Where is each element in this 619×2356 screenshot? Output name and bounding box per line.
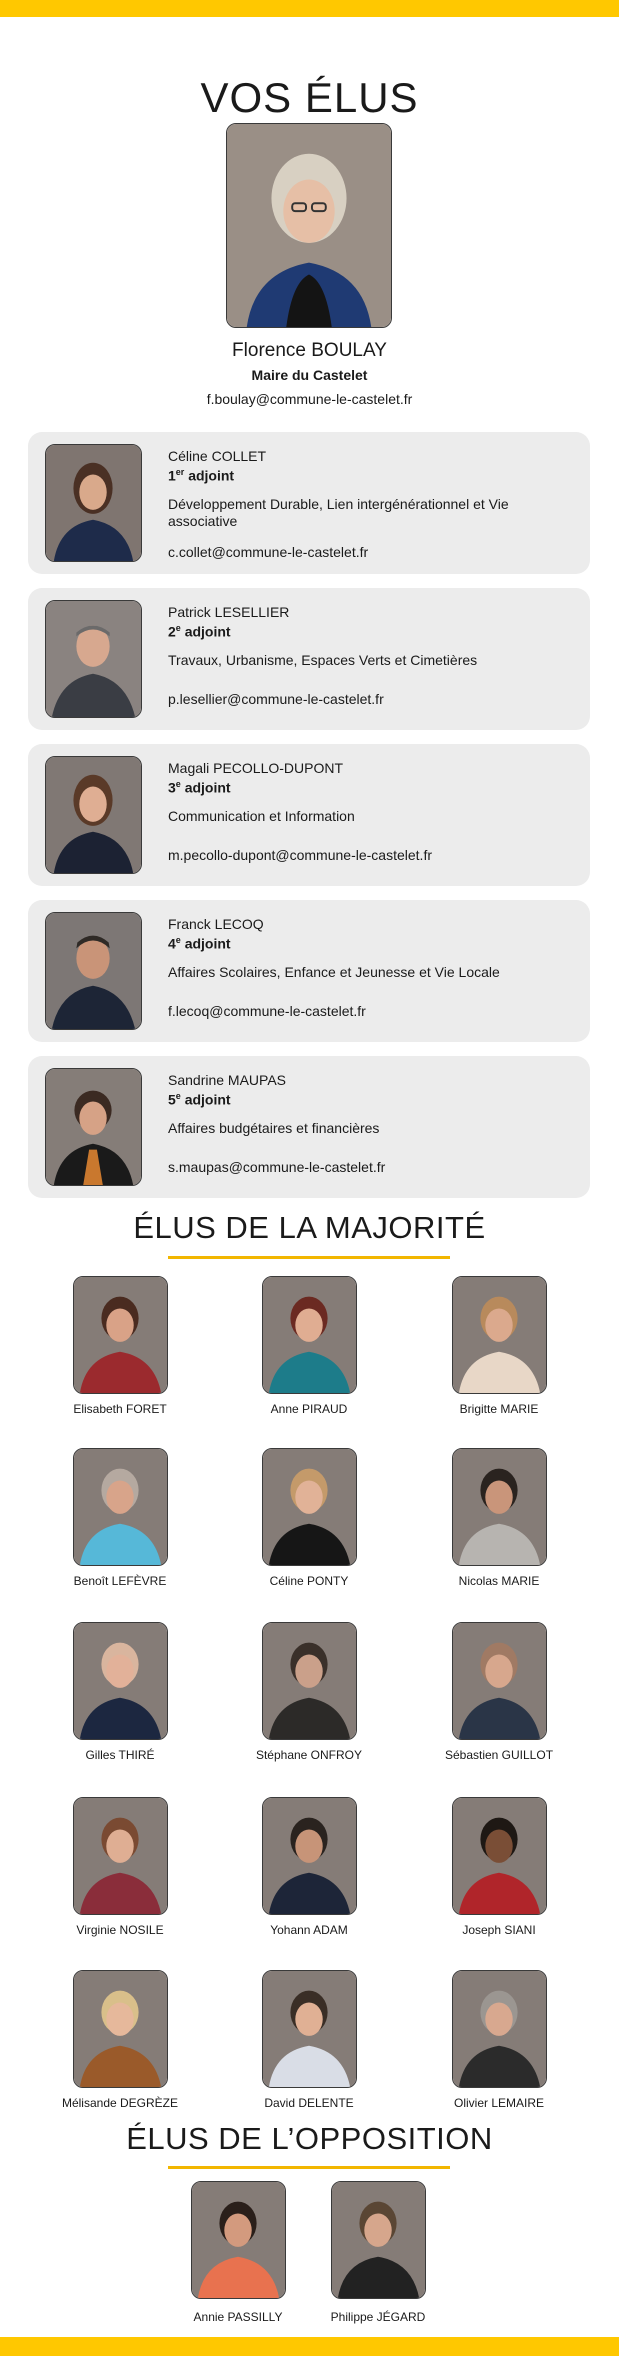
- adjoint-delegation: Communication et Information: [168, 808, 355, 824]
- member-name: Nicolas MARIE: [458, 1574, 540, 1588]
- member-name: Olivier LEMAIRE: [453, 2096, 545, 2110]
- adjoint-delegation: Travaux, Urbanisme, Espaces Verts et Cimetières: [168, 652, 478, 668]
- mayor-name: Florence BOULAY: [232, 340, 387, 361]
- adjoint-card: [28, 588, 590, 730]
- member-name: David DELENTE: [264, 2096, 354, 2110]
- member-photo: [452, 1622, 547, 1740]
- member-name: Sébastien GUILLOT: [444, 1748, 554, 1762]
- adjoint-card: [28, 744, 590, 886]
- adjoint-role: 3e adjoint: [168, 779, 231, 796]
- adjoint-photo: [45, 1068, 142, 1186]
- member-name: Brigitte MARIE: [459, 1402, 539, 1416]
- adjoint-name: Franck LECOQ: [168, 916, 264, 932]
- member-photo: [262, 1276, 357, 1394]
- page-title: VOS ÉLUS: [200, 74, 419, 122]
- member-photo: [262, 1797, 357, 1915]
- mayor-photo: [226, 123, 392, 328]
- member-name: Benoît LEFÈVRE: [73, 1574, 167, 1588]
- adjoint-card: [28, 900, 590, 1042]
- majority-heading: ÉLUS DE LA MAJORITÉ: [133, 1210, 486, 1245]
- majority-underline: [168, 1256, 450, 1259]
- adjoint-role: 2e adjoint: [168, 623, 231, 640]
- member-name: Céline PONTY: [269, 1574, 349, 1588]
- adjoint-photo: [45, 756, 142, 874]
- adjoint-photo: [45, 600, 142, 718]
- mayor-role: Maire du Castelet: [251, 367, 368, 383]
- opposition-underline: [168, 2166, 450, 2169]
- member-name: Annie PASSILLY: [193, 2310, 283, 2324]
- adjoint-card: [28, 1056, 590, 1198]
- adjoint-role: 5e adjoint: [168, 1091, 231, 1108]
- adjoint-role: 1er adjoint: [168, 467, 235, 484]
- member-photo: [452, 1276, 547, 1394]
- member-photo: [262, 1970, 357, 2088]
- adjoint-delegation: Développement Durable, Lien intergénérationnel et Vie associative: [168, 496, 509, 529]
- member-name: Gilles THIRÉ: [85, 1748, 155, 1762]
- adjoint-email[interactable]: m.pecollo-dupont@commune-le-castelet.fr: [168, 847, 432, 863]
- member-photo: [73, 1448, 168, 1566]
- adjoint-role: 4e adjoint: [168, 935, 231, 952]
- member-photo: [452, 1448, 547, 1566]
- member-name: Joseph SIANI: [462, 1923, 536, 1937]
- member-name: Mélisande DEGRÈZE: [61, 2096, 179, 2110]
- member-photo: [452, 1797, 547, 1915]
- member-name: Anne PIRAUD: [270, 1402, 348, 1416]
- adjoint-photo: [45, 912, 142, 1030]
- member-name: Yohann ADAM: [270, 1923, 348, 1937]
- opposition-heading: ÉLUS DE L’OPPOSITION: [126, 2121, 493, 2156]
- member-photo: [452, 1970, 547, 2088]
- member-name: Philippe JÉGARD: [330, 2310, 426, 2324]
- member-name: Virginie NOSILE: [76, 1923, 164, 1937]
- adjoint-email[interactable]: c.collet@commune-le-castelet.fr: [168, 544, 369, 560]
- adjoint-name: Patrick LESELLIER: [168, 604, 290, 620]
- member-photo: [73, 1276, 168, 1394]
- top-accent-bar: [0, 0, 619, 17]
- member-photo: [262, 1622, 357, 1740]
- member-photo: [262, 1448, 357, 1566]
- adjoint-name: Céline COLLET: [168, 448, 267, 464]
- adjoint-delegation: Affaires budgétaires et financières: [168, 1120, 380, 1136]
- adjoint-email[interactable]: s.maupas@commune-le-castelet.fr: [168, 1159, 386, 1175]
- adjoint-email[interactable]: f.lecoq@commune-le-castelet.fr: [168, 1003, 366, 1019]
- adjoint-name: Sandrine MAUPAS: [168, 1072, 287, 1088]
- adjoint-delegation: Affaires Scolaires, Enfance et Jeunesse et Vie Locale: [168, 964, 500, 980]
- member-name: Stéphane ONFROY: [255, 1748, 363, 1762]
- adjoint-photo: [45, 444, 142, 562]
- member-photo: [331, 2181, 426, 2299]
- member-photo: [191, 2181, 286, 2299]
- bottom-accent-bar: [0, 2337, 619, 2356]
- member-photo: [73, 1622, 168, 1740]
- adjoint-card: [28, 432, 590, 574]
- adjoint-name: Magali PECOLLO-DUPONT: [168, 760, 344, 776]
- member-photo: [73, 1970, 168, 2088]
- member-photo: [73, 1797, 168, 1915]
- member-name: Elisabeth FORET: [73, 1402, 167, 1416]
- adjoint-email[interactable]: p.lesellier@commune-le-castelet.fr: [168, 691, 384, 707]
- mayor-email[interactable]: f.boulay@commune-le-castelet.fr: [206, 391, 413, 407]
